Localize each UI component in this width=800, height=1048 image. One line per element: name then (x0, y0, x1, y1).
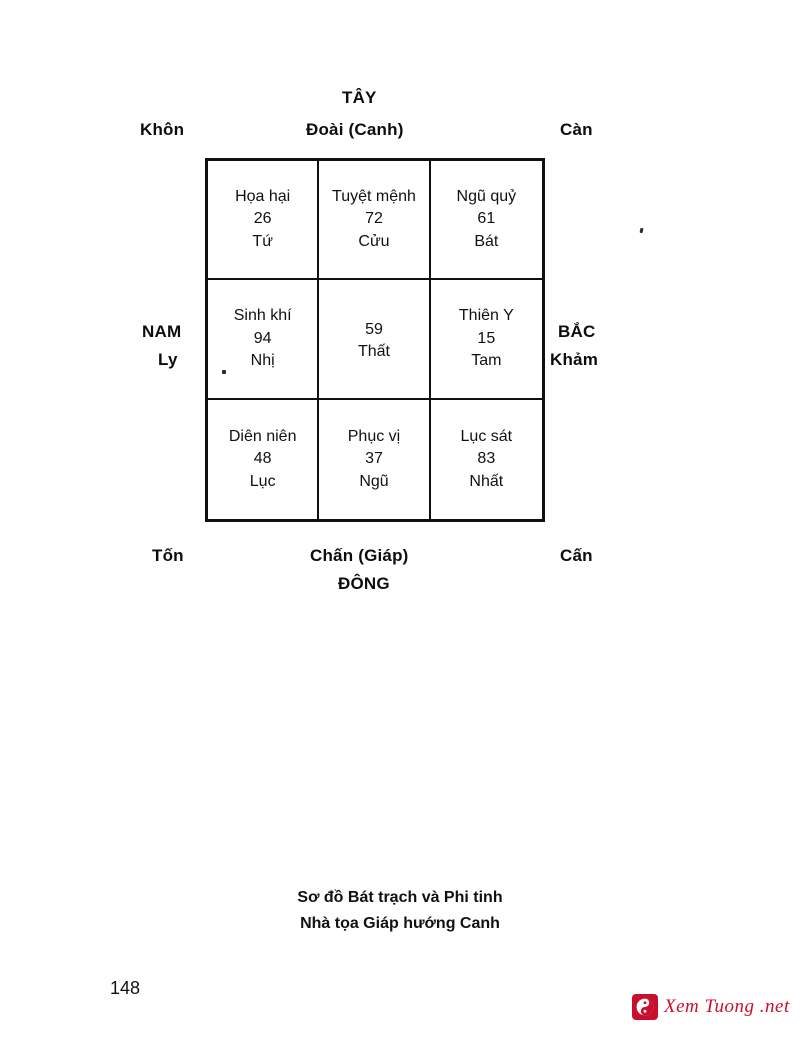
grid-cell (208, 400, 319, 519)
cell-star: Tứ (252, 232, 273, 250)
direction-label-kham: Khảm (550, 350, 599, 369)
cell-number: 83 (477, 450, 496, 468)
cell-number: 72 (365, 210, 383, 228)
cell-name: Phục vị (347, 427, 401, 445)
cell-star: Bát (474, 232, 499, 250)
direction-label-doai: Đoài (Canh) (306, 120, 404, 139)
grid-cell (431, 280, 542, 399)
direction-label-ly: Ly (158, 350, 178, 369)
cell-number: 48 (253, 450, 272, 468)
direction-label-tay: TÂY (342, 88, 377, 107)
cell-name: Tuyệt mệnh (332, 188, 416, 206)
cell-name: Sinh khí (233, 307, 292, 325)
direction-label-can-top: Càn (560, 120, 593, 139)
direction-label-khon: Khôn (140, 120, 185, 139)
cell-star: Tam (471, 352, 502, 370)
bagua-diagram (120, 78, 680, 608)
cell-star: Nhị (250, 352, 275, 370)
cell-number: 59 (365, 320, 383, 338)
grid-cell (208, 161, 319, 280)
direction-label-chan: Chấn (Giáp) (310, 546, 409, 565)
ink-speck (222, 370, 226, 374)
direction-label-dong: ĐÔNG (338, 574, 390, 593)
cell-star: Lục (249, 472, 276, 490)
grid-cell (319, 161, 430, 280)
cell-star: Nhất (469, 472, 504, 490)
grid-cell (431, 161, 542, 280)
cell-number: 26 (253, 210, 272, 228)
cell-number: 94 (253, 329, 272, 347)
figure-caption (0, 885, 800, 936)
watermark-text: Xem Tuong .net (664, 996, 790, 1017)
yin-yang-icon (632, 994, 658, 1020)
cell-star: Ngũ (359, 472, 389, 490)
direction-label-ton: Tốn (152, 546, 184, 565)
cell-name: Họa hại (235, 188, 291, 206)
caption-line-2: Nhà tọa Giáp hướng Canh (300, 914, 500, 932)
cell-name: Thiên Y (458, 307, 514, 325)
caption-line-1: Sơ đồ Bát trạch và Phi tinh (297, 889, 503, 906)
cell-name: Diên niên (228, 427, 297, 445)
bagua-grid (205, 158, 545, 522)
direction-label-bac: BẮC (558, 322, 596, 341)
cell-number: 37 (365, 450, 383, 468)
cell-number: 61 (477, 210, 496, 228)
grid-cell (208, 280, 319, 399)
watermark (632, 994, 790, 1020)
direction-label-nam: NAM (142, 322, 182, 341)
page-number: 148 (110, 978, 141, 998)
direction-label-can-bottom: Cấn (560, 546, 593, 565)
cell-name: Ngũ quỷ (456, 188, 517, 206)
cell-star: Cửu (358, 232, 390, 250)
cell-star: Thất (357, 342, 390, 360)
grid-cell (319, 400, 430, 519)
cell-number: 15 (477, 329, 496, 347)
cell-name: Lục sát (460, 427, 513, 445)
grid-cell-center (319, 280, 430, 399)
grid-cell (431, 400, 542, 519)
